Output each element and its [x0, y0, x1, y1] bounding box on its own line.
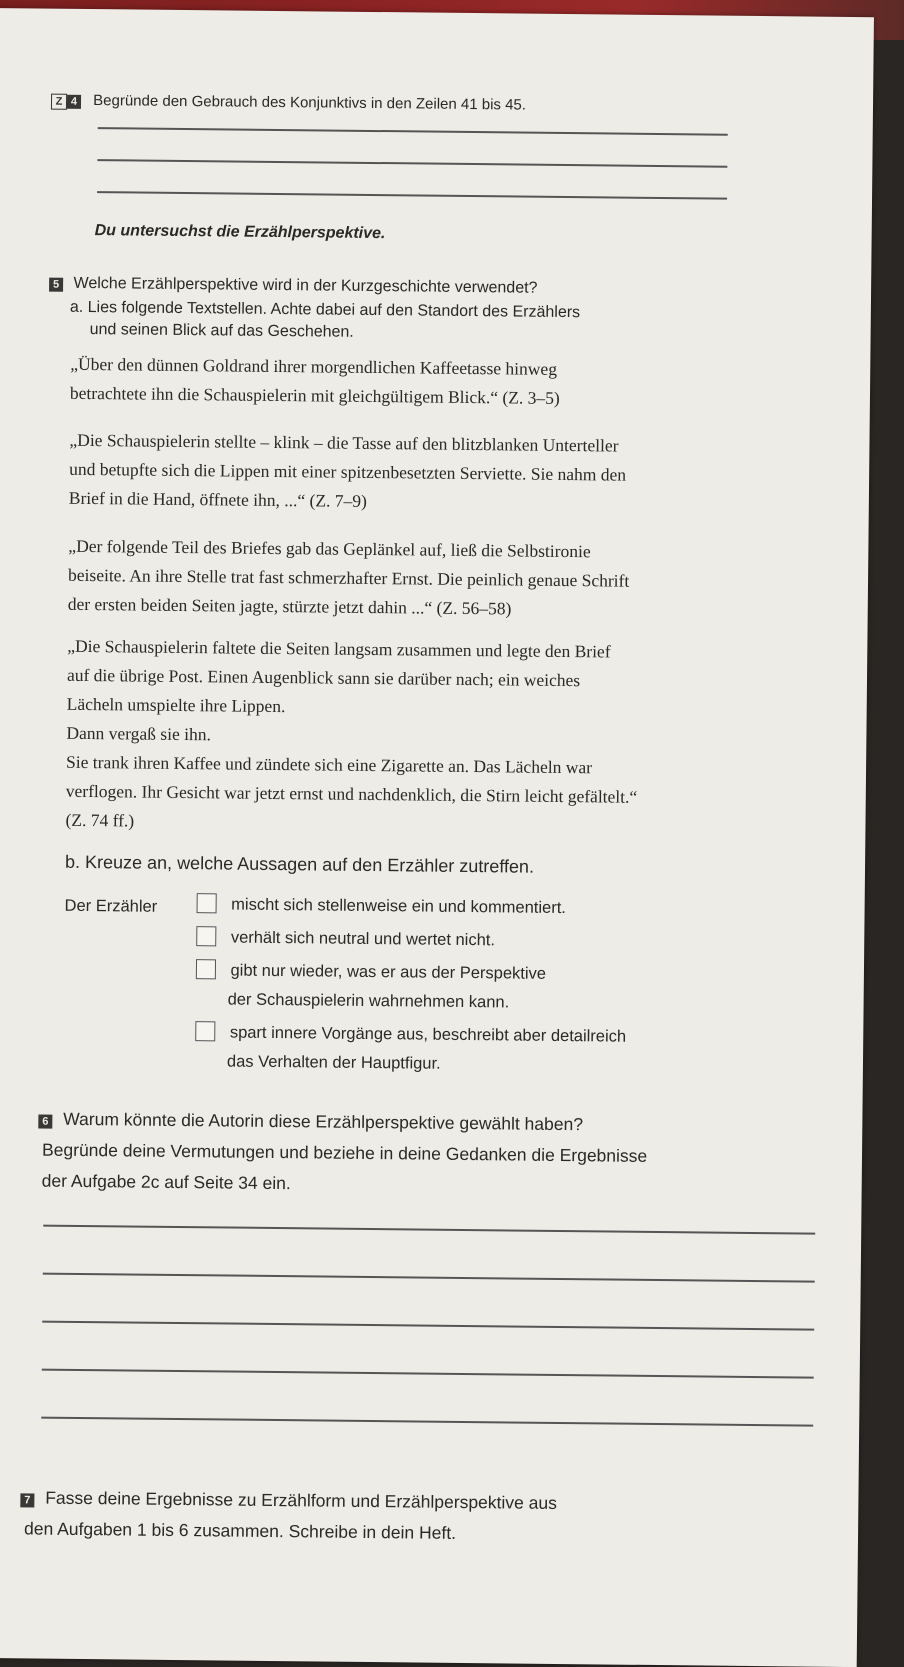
- option-3-text-line-2: der Schauspielerin wahrnehmen kann.: [227, 990, 510, 1012]
- option-3: [196, 959, 547, 1015]
- checkbox[interactable]: [196, 959, 216, 979]
- quote-1-line-1: „Über den dünnen Goldrand ihrer morgendlichen Kaffeetasse hinweg: [70, 353, 558, 379]
- task-6-badge: 6: [38, 1115, 52, 1129]
- option-1-text: mischt sich stellenweise ein und kommentiert.: [231, 895, 567, 918]
- quote-3-line-1: „Der folgende Teil des Briefes gab das Geplänkel auf, ließ die Selbstironie: [68, 535, 591, 562]
- quote-3-line-3: der ersten beiden Seiten jagte, stürzte jetzt dahin ...“ (Z. 56–58): [67, 593, 512, 619]
- checkbox[interactable]: [195, 1021, 215, 1041]
- quote-4-line-5: Sie trank ihren Kaffee und zündete sich eine Zigarette an. Das Lächeln war: [66, 751, 593, 778]
- answer-line[interactable]: [41, 1417, 813, 1427]
- option-4: [195, 1021, 626, 1078]
- answer-line[interactable]: [42, 1321, 814, 1331]
- task-7-line-2: den Aufgaben 1 bis 6 zusammen. Schreibe in dein Heft.: [23, 1518, 457, 1543]
- quote-3: [68, 532, 630, 625]
- task-5b-instruction: b. Kreuze an, welche Aussagen auf den Erzähler zutreffen.: [64, 851, 535, 877]
- quote-4-line-4: Dann vergaß sie ihn.: [66, 722, 212, 745]
- task-6: [38, 1104, 648, 1203]
- quote-4-line-3: Lächeln umspielte ihre Lippen.: [66, 693, 286, 717]
- section-heading: Du untersuchst die Erzählperspektive.: [94, 222, 386, 243]
- checkbox[interactable]: [196, 926, 216, 946]
- answer-line[interactable]: [42, 1369, 814, 1379]
- answer-line[interactable]: [97, 159, 727, 167]
- task-7-line-1: Fasse deine Ergebnisse zu Erzählform und Erzählperspektive aus: [45, 1487, 558, 1513]
- task-7-badge: 7: [20, 1493, 34, 1507]
- quote-4-line-2: auf die übrige Post. Einen Augenblick sann sie darüber nach; ein weiches: [66, 664, 581, 691]
- task-6-line-2: Begründe deine Vermutungen und beziehe in deine Gedanken die Ergebnisse: [41, 1139, 648, 1166]
- task-5a: [70, 297, 581, 346]
- task-5a-line-2: und seinen Blick auf das Geschehen.: [89, 321, 354, 341]
- quote-2: [69, 426, 627, 519]
- answer-line[interactable]: [97, 191, 727, 199]
- option-4-text-line-1: spart innere Vorgänge aus, beschreibt aber detailreich: [229, 1023, 627, 1046]
- quote-3-line-2: beiseite. An ihre Stelle trat fast schmerzhafter Ernst. Die peinlich genaue Schrift: [67, 564, 630, 591]
- quote-4-line-6: verflogen. Ihr Gesicht war jetzt ernst und nachdenklich, die Stirn leicht gefältelt.“: [65, 780, 638, 807]
- quote-1: [70, 350, 560, 413]
- task-5-badge: 5: [49, 278, 63, 292]
- option-2: [196, 926, 495, 952]
- answer-line[interactable]: [43, 1273, 815, 1283]
- task-6-line-3: der Aufgabe 2c auf Seite 34 ein.: [41, 1170, 291, 1194]
- option-4-text-line-2: das Verhalten der Hauptfigur.: [226, 1052, 441, 1073]
- worksheet-page: [0, 8, 874, 1667]
- checkbox[interactable]: [197, 893, 217, 913]
- option-2-text: verhält sich neutral und wertet nicht.: [230, 928, 496, 950]
- option-3-text-line-1: gibt nur wieder, was er aus der Perspektive: [230, 961, 547, 983]
- task-7: [20, 1482, 557, 1550]
- task-5-question: Welche Erzählperspektive wird in der Kurzgeschichte verwendet?: [73, 274, 538, 297]
- narrator-label: Der Erzähler: [64, 896, 158, 916]
- quote-4-line-1: „Die Schauspielerin faltete die Seiten langsam zusammen und legte den Brief: [67, 635, 611, 662]
- task-6-line-1: Warum könnte die Autorin diese Erzählperspektive gewählt haben?: [63, 1108, 584, 1135]
- task-5: [49, 273, 538, 300]
- quote-4-line-7: (Z. 74 ff.): [65, 809, 135, 831]
- quote-2-line-1: „Die Schauspielerin stellte – klink – die Tasse auf den blitzblanken Unterteller: [69, 429, 619, 456]
- task-5a-line-1: a. Lies folgende Textstellen. Achte dabei auf den Standort des Erzählers: [69, 298, 581, 322]
- task-4-badge-z: Z: [51, 94, 67, 110]
- quote-1-line-2: betrachtete ihn die Schauspielerin mit gleichgültigem Blick.“ (Z. 3–5): [69, 382, 560, 408]
- quote-2-line-2: und betupfte sich die Lippen mit einer spitzenbesetzten Serviette. Sie nahm den: [69, 458, 627, 485]
- task-4-badge-number: 4: [67, 95, 81, 109]
- quote-2-line-3: Brief in die Hand, öffnete ihn, ...“ (Z. 7–9): [68, 487, 368, 511]
- answer-line[interactable]: [43, 1225, 815, 1235]
- quote-4: [65, 632, 639, 841]
- option-1: [197, 893, 567, 920]
- answer-line[interactable]: [98, 127, 728, 135]
- task-4: [51, 92, 526, 115]
- task-4-question: Begründe den Gebrauch des Konjunktivs in den Zeilen 41 bis 45.: [93, 92, 527, 114]
